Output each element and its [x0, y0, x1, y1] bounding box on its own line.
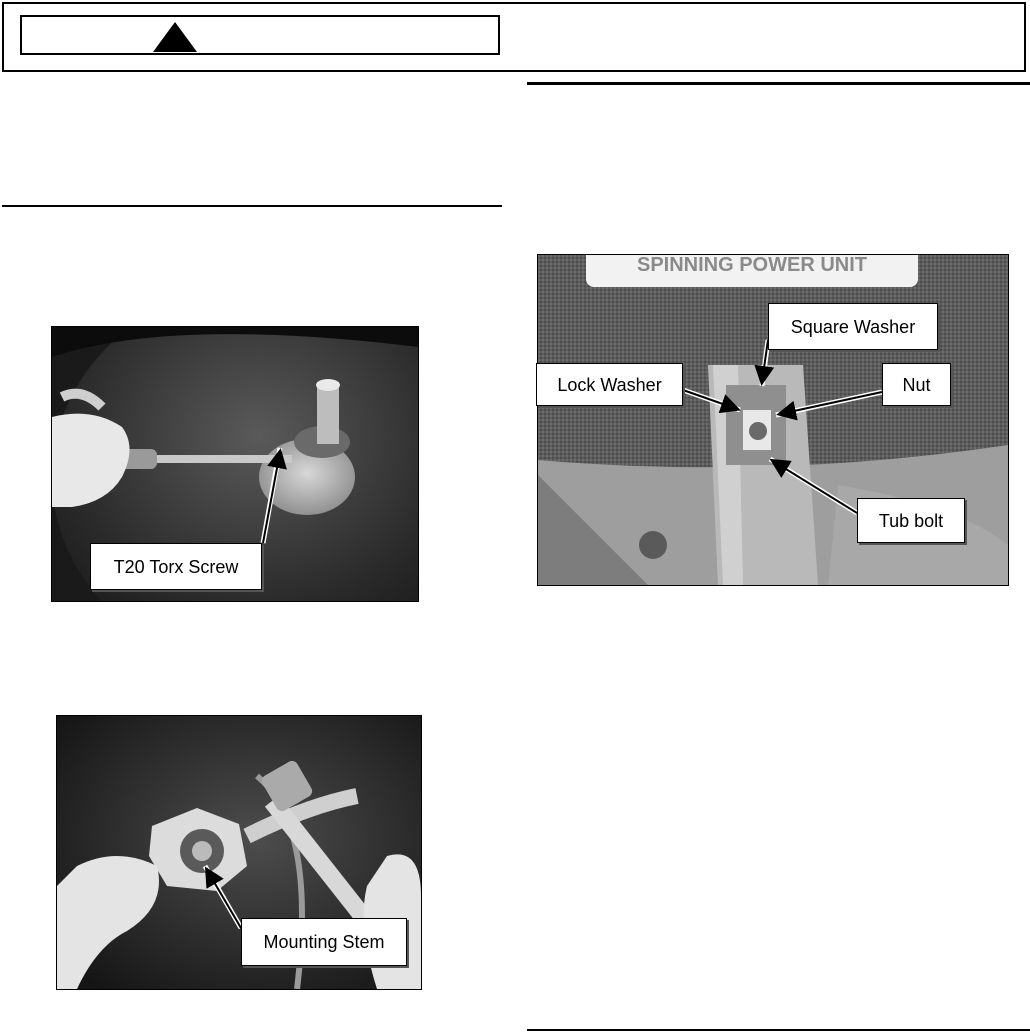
warning-triangle-icon: [152, 21, 198, 53]
photo-sign-text: SPINNING POWER UNIT: [636, 255, 868, 276]
callout-nut: Nut: [882, 363, 951, 406]
section-rule-left: [2, 205, 502, 207]
callout-mounting-stem: Mounting Stem: [241, 918, 407, 966]
callout-tub-bolt: Tub bolt: [857, 498, 965, 543]
callout-torx-screw: T20 Torx Screw: [90, 543, 262, 590]
callout-square-washer: Square Washer: [768, 303, 938, 350]
callout-lock-washer: Lock Washer: [536, 363, 683, 406]
section-rule-right: [527, 82, 1030, 85]
warning-box: [20, 15, 500, 55]
section-rule-bottom: [527, 1029, 1030, 1031]
